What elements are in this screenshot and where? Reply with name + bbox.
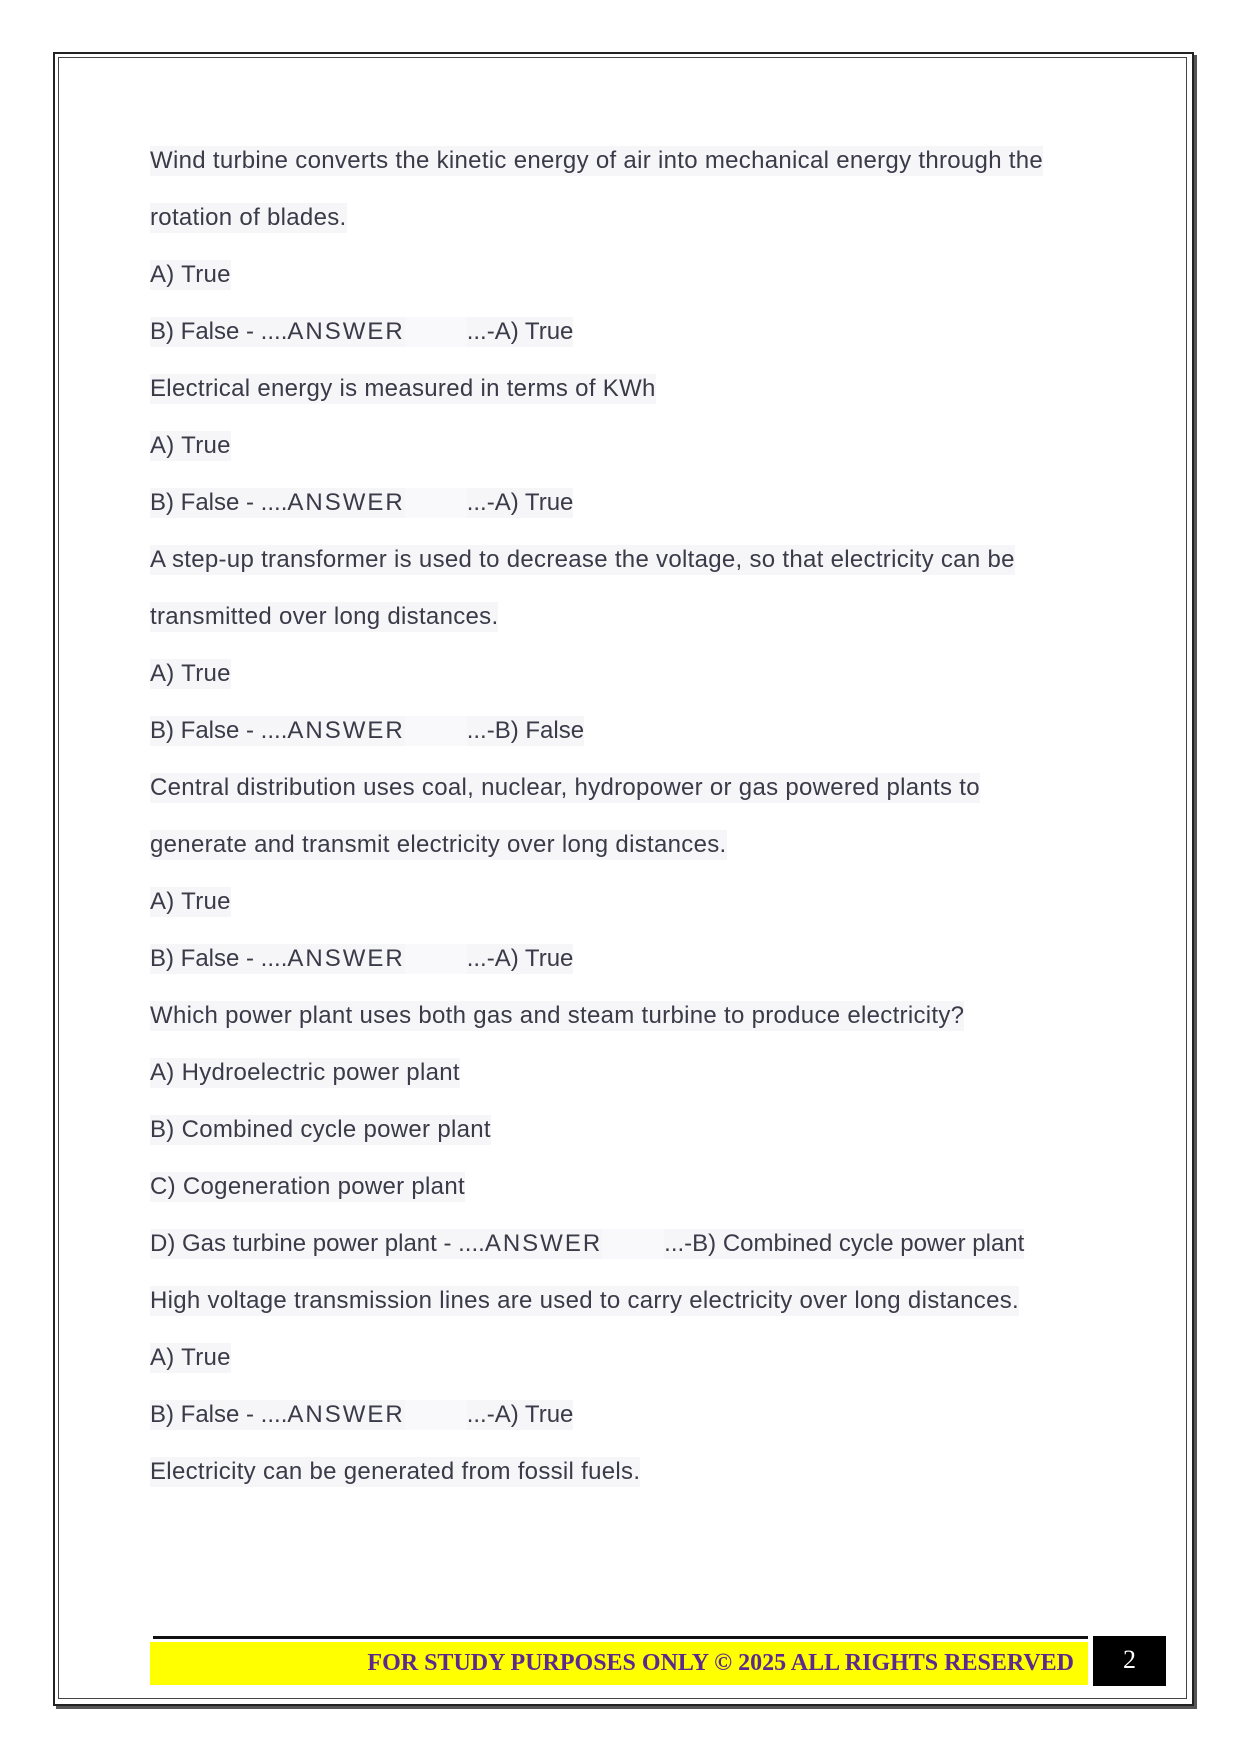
answer-line [150,488,573,518]
answer-label: ANSWER [287,945,405,972]
question-text: transmitted over long distances. [150,603,499,630]
option: B) Combined cycle power plant [150,1116,491,1143]
answer-line [150,1400,573,1430]
question-text: generate and transmit electricity over long distances. [150,831,727,858]
answer-prefix: B) False - .... [150,945,288,972]
question-text: rotation of blades. [150,204,347,231]
option: C) Cogeneration power plant [150,1173,465,1200]
option: A) True [150,888,231,915]
question-text: Wind turbine converts the kinetic energy of air into mechanical energy through the [150,147,1044,174]
answer-label: ANSWER [287,489,405,516]
answer-spacer [602,1229,664,1259]
question-text: Central distribution uses coal, nuclear, hydropower or gas powered plants to [150,774,980,801]
answer-spacer [405,944,467,974]
answer-line [150,944,573,974]
answer-line [150,317,573,347]
option: A) True [150,1344,231,1371]
answer-label: ANSWER [287,1401,405,1428]
question-text: A step-up transformer is used to decrease the voltage, so that electricity can be [150,546,1015,573]
answer-label: ANSWER [287,318,405,345]
answer-value: ...-A) True [466,318,574,345]
question-text: Which power plant uses both gas and steam turbine to produce electricity? [150,1002,965,1029]
answer-label: ANSWER [287,717,405,744]
answer-prefix: B) False - .... [150,1401,288,1428]
answer-line [150,716,584,746]
option: A) True [150,660,231,687]
answer-prefix: B) False - .... [150,717,288,744]
answer-spacer [405,1400,467,1430]
answer-prefix: B) False - .... [150,489,288,516]
question-list [150,146,1110,1487]
answer-label: ANSWER [484,1230,603,1257]
answer-value: ...-B) Combined cycle power plant [664,1230,1025,1257]
answer-value: ...-A) True [466,1401,574,1428]
answer-value: ...-B) False [466,717,585,744]
option: A) True [150,261,231,288]
answer-prefix: B) False - .... [150,318,288,345]
answer-spacer [405,716,467,746]
answer-value: ...-A) True [466,489,574,516]
question-text: Electricity can be generated from fossil fuels. [150,1458,641,1485]
page-number: 2 [1093,1636,1166,1686]
question-text: Electrical energy is measured in terms of KWh [150,375,656,402]
footer-rule [153,1636,1088,1639]
footer-copyright: FOR STUDY PURPOSES ONLY © 2025 ALL RIGHTS RESERVED [150,1642,1088,1685]
answer-prefix: D) Gas turbine power plant - .... [150,1230,485,1257]
option: A) Hydroelectric power plant [150,1059,460,1086]
question-text: High voltage transmission lines are used to carry electricity over long distances. [150,1287,1019,1314]
option: A) True [150,432,231,459]
answer-spacer [405,317,467,347]
answer-line [150,1229,1024,1259]
answer-spacer [405,488,467,518]
answer-value: ...-A) True [466,945,574,972]
